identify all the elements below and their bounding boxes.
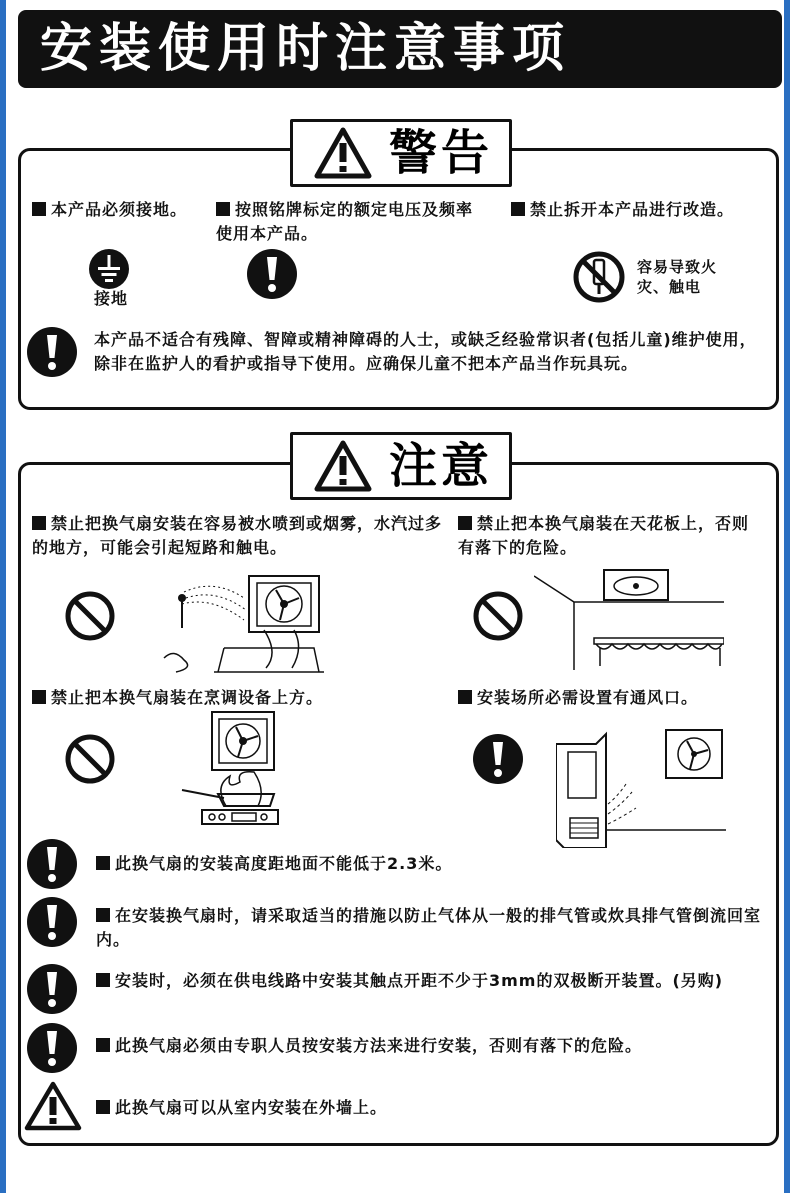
prohibited-icon bbox=[64, 590, 116, 642]
caution-item-water: 禁止把换气扇安装在容易被水喷到或烟雾，水汽过多的地方，可能会引起短路和触电。 bbox=[32, 514, 443, 557]
caution-item-ceiling: 禁止把本换气扇装在天花板上，否则有落下的危险。 bbox=[458, 514, 750, 557]
fan-near-water-illustration bbox=[154, 568, 334, 676]
caution-item-vent: 安装场所必需设置有通风口。 bbox=[458, 686, 698, 710]
page-title: 安装使用时注意事项 bbox=[40, 19, 572, 79]
ground-label: 接地 bbox=[94, 289, 129, 308]
exclamation-icon bbox=[246, 248, 298, 300]
exclamation-icon bbox=[26, 896, 78, 948]
caution-heading-box bbox=[290, 432, 512, 500]
warning-heading-box bbox=[290, 119, 512, 187]
disassemble-risk-label: 容易导致火灾、触电 bbox=[637, 258, 718, 296]
caution-item-cooking: 禁止把本换气扇装在烹调设备上方。 bbox=[32, 686, 323, 710]
exclamation-icon bbox=[26, 326, 78, 378]
exclamation-icon bbox=[472, 733, 524, 785]
ground-icon bbox=[88, 248, 130, 290]
caution-note-breaker: 安装时，必须在供电线路中安装其触点开距不少于3mm的双极断开装置。(另购) bbox=[96, 969, 764, 993]
warning-triangle-icon bbox=[313, 439, 373, 493]
warning-note: 本产品不适合有残障、智障或精神障碍的人士，或缺乏经验常识者(包括儿童)维护使用，除非在监护人的看护或指导下使用。应确保儿童不把本产品当作玩具玩。 bbox=[94, 330, 757, 373]
exclamation-icon bbox=[26, 1022, 78, 1074]
prohibited-icon bbox=[472, 590, 524, 642]
title-bar bbox=[18, 10, 782, 88]
vent-illustration bbox=[556, 720, 726, 848]
warning-triangle-icon bbox=[313, 126, 373, 180]
caution-note-outer-wall: 此换气扇可以从室内安装在外墙上。 bbox=[96, 1096, 387, 1120]
prohibited-icon bbox=[64, 733, 116, 785]
fan-on-ceiling-illustration bbox=[534, 562, 724, 670]
exclamation-icon bbox=[26, 838, 78, 890]
page bbox=[6, 0, 784, 1193]
caution-note-backflow: 在安装换气扇时，请采取适当的措施以防止气体从一般的排气管或炊具排气管倒流回室内。 bbox=[96, 906, 762, 949]
fan-over-stove-illustration bbox=[174, 710, 284, 828]
exclamation-icon bbox=[26, 963, 78, 1015]
warning-triangle-icon bbox=[24, 1080, 82, 1132]
caution-note-height: 此换气扇的安装高度距地面不能低于2.3米。 bbox=[96, 852, 452, 876]
no-disassemble-icon bbox=[572, 250, 626, 304]
caution-note-professional: 此换气扇必须由专职人员按安装方法来进行安装，否则有落下的危险。 bbox=[96, 1034, 642, 1058]
warning-item-voltage: 按照铭牌标定的额定电压及频率使用本产品。 bbox=[216, 200, 474, 243]
warning-item-disassemble: 禁止拆开本产品进行改造。 bbox=[511, 198, 734, 222]
caution-heading: 注意 bbox=[389, 438, 494, 494]
warning-heading: 警告 bbox=[389, 125, 494, 181]
warning-item-ground: 本产品必须接地。 bbox=[32, 198, 187, 222]
